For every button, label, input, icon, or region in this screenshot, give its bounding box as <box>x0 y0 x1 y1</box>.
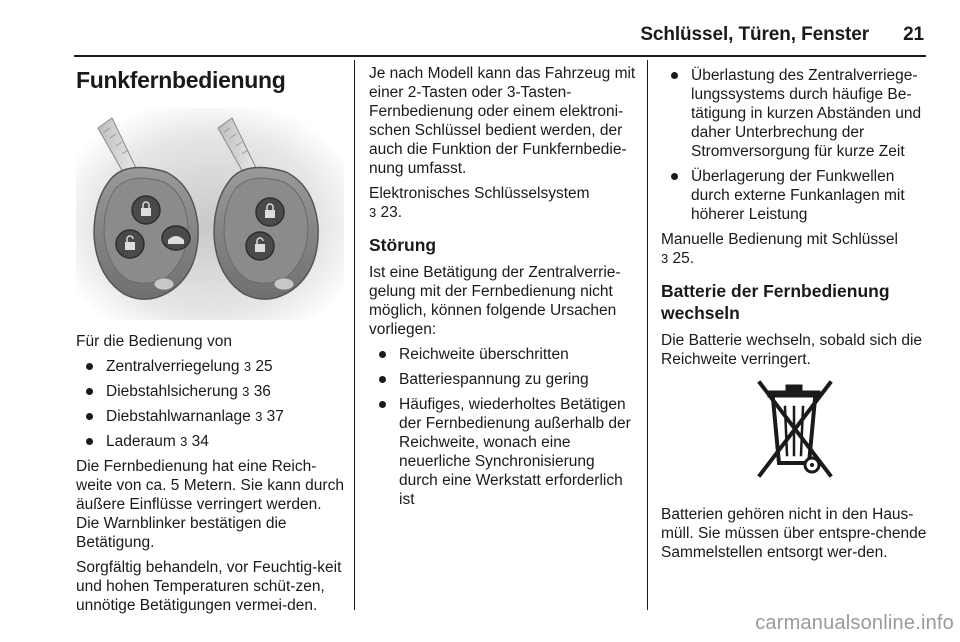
remote-keys-illustration <box>76 108 344 320</box>
list-item: Überlastung des Zentralverriege-lungssystems durch häufige Be-tätigung in kurzen Abständen und daher Unterbrechung der Stromversorgung für kurze Zeit <box>661 66 929 161</box>
uses-intro: Für die Bedienung von <box>76 333 232 350</box>
section-title: Funkfernbedienung <box>76 67 286 93</box>
list-item: Diebstahlwarnanlage 3 37 <box>76 407 344 426</box>
bullet-icon <box>86 438 93 445</box>
page-ref[interactable]: 34 <box>191 433 209 450</box>
bullet-icon <box>379 351 386 358</box>
column-divider-1 <box>354 60 355 610</box>
model-paragraph: Je nach Modell kann das Fahrzeug mit einer 2-Tasten oder 3-Tasten-Fernbedienung oder einem elektroni-schen Schlüssel bedient werden, der auch die Funktion der Funkfernbedie-nung umfasst. <box>369 65 636 177</box>
bullet-icon <box>379 376 386 383</box>
page-ref[interactable]: 36 <box>253 383 271 400</box>
care-paragraph: Sorgfältig behandeln, vor Feuchtig-keit und hohen Temperaturen schüt-zen, unnötige Betätigungen vermei-den. <box>76 559 342 614</box>
page-ref-arrow-icon: 3 <box>661 251 669 266</box>
column-3 <box>661 64 929 568</box>
list-item: Überlagerung der Funkwellen durch externe Funkanlagen mit höherer Leistung <box>661 167 929 224</box>
bullet-icon <box>671 72 678 79</box>
bullet-icon <box>86 413 93 420</box>
list-item: Häufiges, wiederholtes Betätigen der Fernbedienung außerhalb der Reichweite, wonach eine neuerliche Synchronisierung durch eine Werkstatt erforderlich ist <box>369 395 637 509</box>
list-item: Batteriespannung zu gering <box>369 370 637 389</box>
uses-list <box>76 357 344 451</box>
disposal-paragraph: Batterien gehören nicht in den Haus-müll. Sie müssen über entspre-chende Sammelstellen entsorgt wer-den. <box>661 506 927 561</box>
header-title: Schlüssel, Türen, Fenster <box>640 24 870 45</box>
page-ref[interactable]: 37 <box>266 408 284 425</box>
bullet-icon <box>86 388 93 395</box>
page-ref[interactable]: 23. <box>380 204 403 221</box>
bullet-icon <box>86 363 93 370</box>
battery-heading: Batterie der Fernbedienung wechseln <box>661 281 890 323</box>
crossed-bin-icon <box>661 377 929 493</box>
fault-causes-list-continued <box>661 66 929 224</box>
list-item: Laderaum 3 34 <box>76 432 344 451</box>
manual-operation-paragraph: Manuelle Bedienung mit Schlüssel 3 25. <box>661 231 898 267</box>
page-ref-arrow-icon: 3 <box>180 434 188 449</box>
watermark: carmanualsonline.info <box>755 612 954 634</box>
column-divider-2 <box>647 60 648 610</box>
page-ref-arrow-icon: 3 <box>243 359 252 374</box>
column-2 <box>369 64 637 515</box>
header-rule <box>74 55 926 57</box>
electronic-key-paragraph: Elektronisches Schlüsselsystem 3 23. <box>369 185 590 221</box>
fault-heading: Störung <box>369 235 437 255</box>
list-item: Reichweite überschritten <box>369 345 637 364</box>
page-header <box>600 24 924 50</box>
list-item: Zentralverriegelung 3 25 <box>76 357 344 376</box>
fault-causes-list <box>369 345 637 509</box>
bullet-icon <box>671 173 678 180</box>
bullet-icon <box>379 401 386 408</box>
range-paragraph: Die Fernbedienung hat eine Reich-weite von ca. 5 Metern. Sie kann durch äußere Einflüsse verringert werden. Die Warnblinker bestätigen die Betätigung. <box>76 458 344 551</box>
page-ref-arrow-icon: 3 <box>255 409 263 424</box>
page-ref[interactable]: 25 <box>255 358 273 375</box>
page-ref-arrow-icon: 3 <box>369 205 377 220</box>
page-number: 21 <box>903 24 924 45</box>
list-item: Diebstahlsicherung 3 36 <box>76 382 344 401</box>
page-ref-arrow-icon: 3 <box>242 384 250 399</box>
column-1 <box>76 64 344 621</box>
fault-paragraph: Ist eine Betätigung der Zentralverrie-gelung mit der Fernbedienung nicht möglich, können folgende Ursachen vorliegen: <box>369 264 621 338</box>
battery-paragraph: Die Batterie wechseln, sobald sich die Reichweite verringert. <box>661 332 923 368</box>
page-ref[interactable]: 25. <box>672 250 695 267</box>
